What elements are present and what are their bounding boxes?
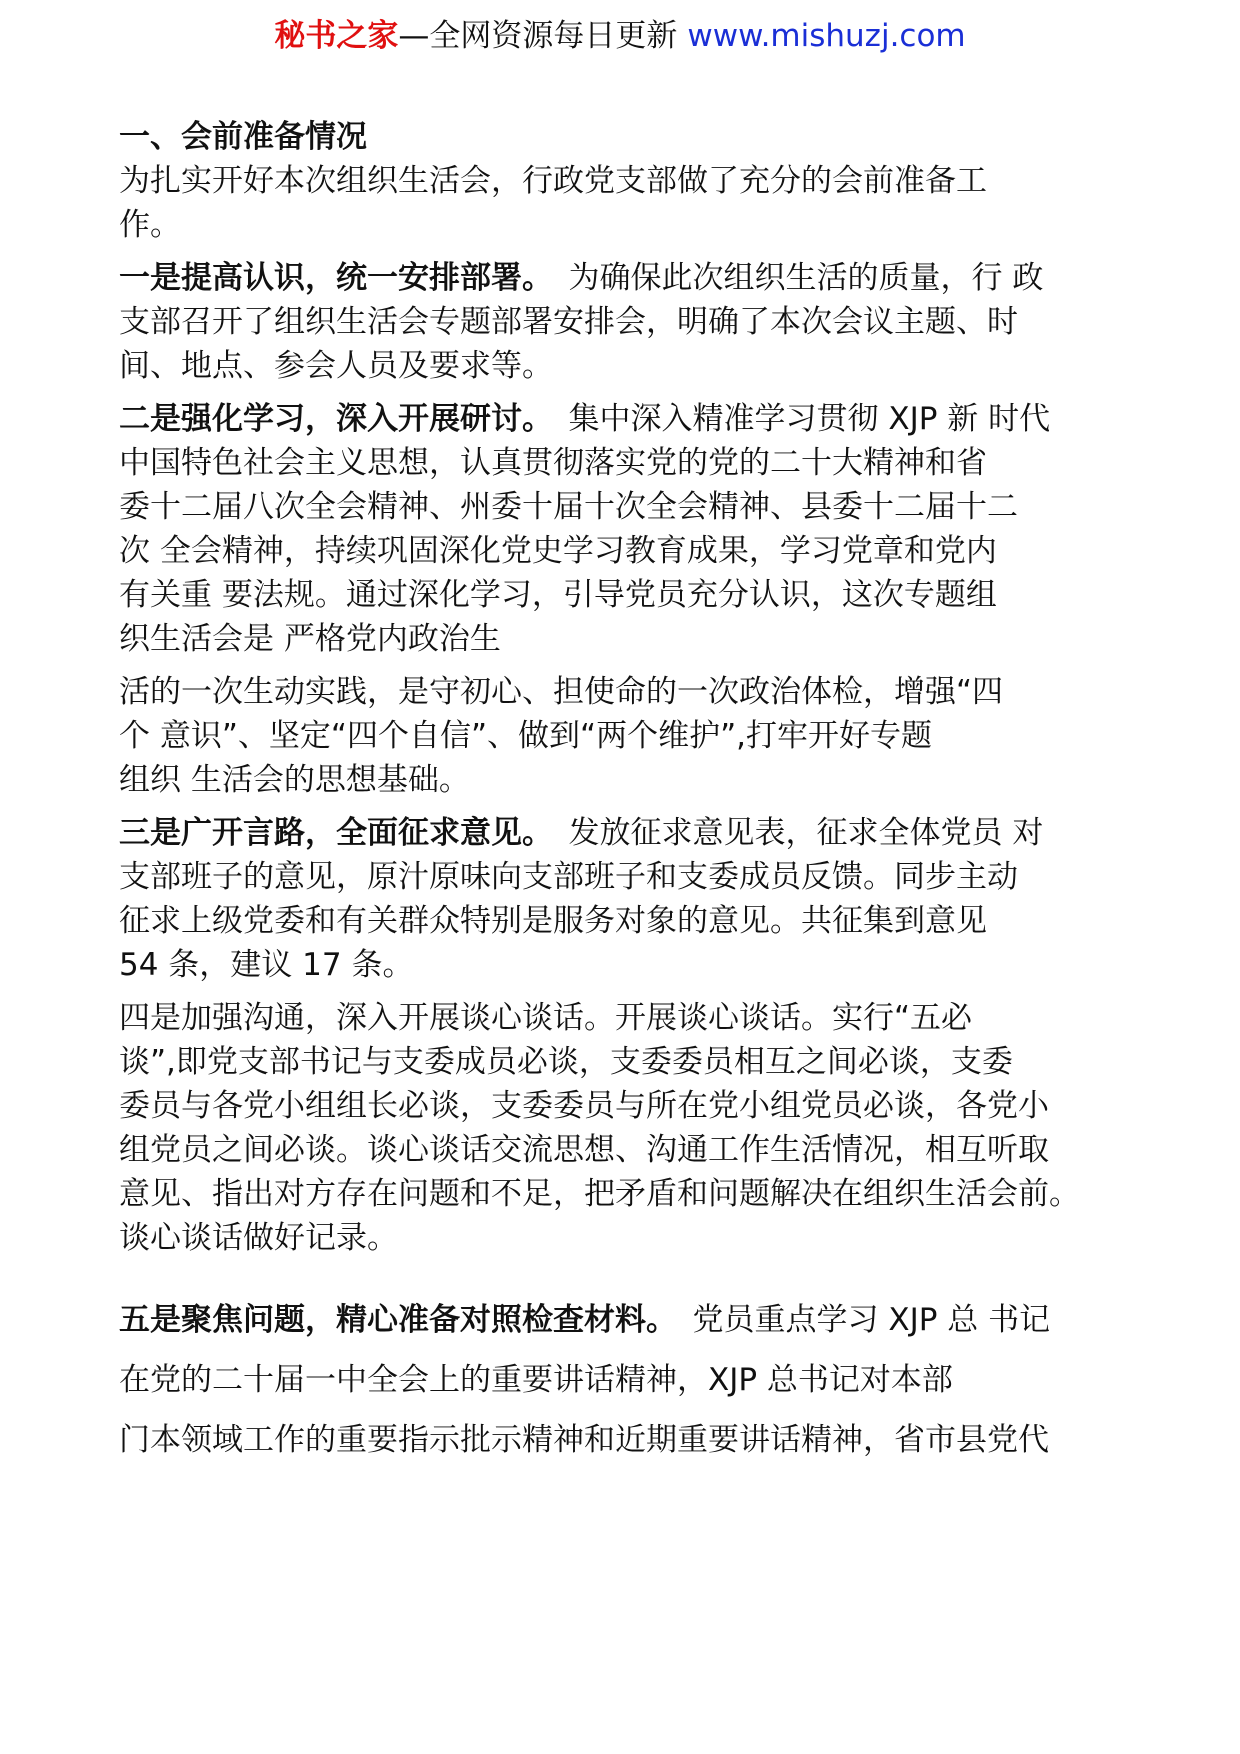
item-2-line: 中国特色社会主义思想，认真贯彻落实党的党的二十大精神和省 (119, 445, 987, 481)
item-4-paragraph (119, 996, 1169, 1260)
item-2-paragraph (119, 397, 1169, 661)
intro-paragraph (119, 159, 1169, 247)
item-3-paragraph (119, 811, 1169, 987)
site-url-link[interactable]: www.mishuzj.com (687, 18, 966, 54)
item-3-line: 征求上级党委和有关群众特别是服务对象的意见。共征集到意见 (119, 903, 987, 939)
item-2-cont-line: 活的一次生动实践，是守初心、担使命的一次政治体检，增强“四 (119, 674, 1004, 710)
item-4-line: 四是加强沟通，深入开展谈心谈话。开展谈心谈话。实行“五必 (119, 1000, 973, 1036)
site-header (0, 14, 1240, 58)
item-3-line: 支部班子的意见，原汁原味向支部班子和支委成员反馈。同步主动 (119, 859, 1018, 895)
item-5-paragraph (119, 1290, 1169, 1470)
item-2-line: 次 全会精神，持续巩固深化党史学习教育成果，学习党章和党内 (119, 533, 997, 569)
item-4-line: 组党员之间必谈。谈心谈话交流思想、沟通工作生活情况，相互听取 (119, 1132, 1049, 1168)
intro-line: 为扎实开好本次组织生活会，行政党支部做了充分的会前准备工 (119, 163, 987, 199)
item-1-paragraph (119, 256, 1169, 388)
header-tagline: —全网资源每日更新 (398, 18, 678, 54)
item-2-continuation (119, 670, 1169, 802)
item-1-lead: 一是提高认识，统一安排部署。 (119, 260, 538, 296)
item-4-line: 谈心谈话做好记录。 (119, 1220, 398, 1256)
item-1-line: 间、地点、参会人员及要求等。 (119, 348, 553, 384)
item-2-line: 有关重 要法规。通过深化学习，引导党员充分认识，这次专题组 (119, 577, 997, 613)
item-2-lead: 二是强化学习，深入开展研讨。 (119, 401, 538, 437)
item-1-text: 为确保此次组织生活的质量，行 政 (537, 260, 1044, 296)
document-body (119, 115, 1169, 1470)
item-4-line: 意见、指出对方存在问题和不足，把矛盾和问题解决在组织生活会前。 (119, 1176, 1080, 1212)
intro-line: 作。 (119, 207, 181, 243)
item-5-line: 门本领域工作的重要指示批示精神和近期重要讲话精神，省市县党代 (119, 1422, 1049, 1458)
item-5-text: 党员重点学习 XJP 总 书记 (661, 1302, 1051, 1338)
item-2-cont-line: 个 意识”、坚定“四个自信”、做到“两个维护”,打牢开好专题 (119, 718, 933, 754)
item-1-line: 支部召开了组织生活会专题部署安排会，明确了本次会议主题、时 (119, 304, 1018, 340)
section-title: 一、会前准备情况 (119, 119, 367, 155)
item-2-line: 织生活会是 严格党内政治生 (119, 621, 501, 657)
item-2-text: 集中深入精准学习贯彻 XJP 新 时代 (537, 401, 1051, 437)
item-3-lead: 三是广开言路，全面征求意见。 (119, 815, 538, 851)
item-4-line: 委员与各党小组组长必谈，支委委员与所在党小组党员必谈，各党小 (119, 1088, 1049, 1124)
item-3-text: 发放征求意见表，征求全体党员 对 (537, 815, 1044, 851)
item-3-line: 54 条，建议 17 条。 (119, 947, 414, 983)
brand-name: 秘书之家 (274, 18, 399, 54)
item-5-lead: 五是聚焦问题，精心准备对照检查材料。 (119, 1302, 662, 1338)
item-2-line: 委十二届八次全会精神、州委十届十次全会精神、县委十二届十二 (119, 489, 1018, 525)
item-2-cont-line: 组织 生活会的思想基础。 (119, 762, 470, 798)
item-4-line: 谈”,即党支部书记与支委成员必谈，支委委员相互之间必谈，支委 (119, 1044, 1013, 1080)
item-5-line: 在党的二十届一中全会上的重要讲话精神，XJP 总书记对本部 (119, 1362, 953, 1398)
